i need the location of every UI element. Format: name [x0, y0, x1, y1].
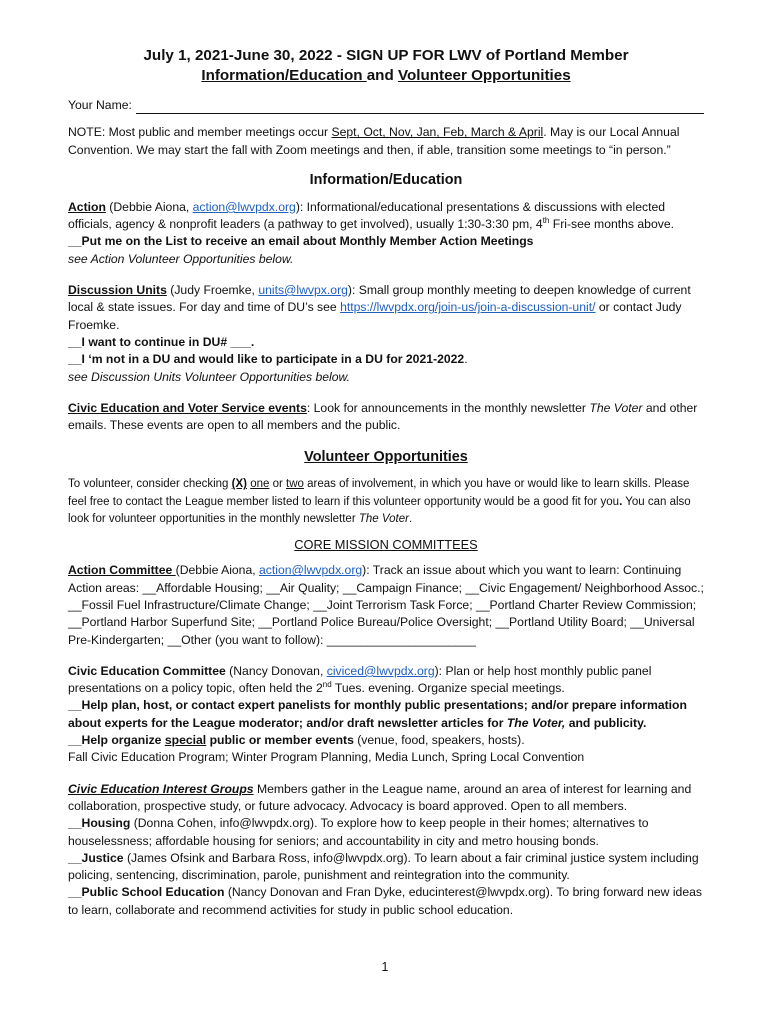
- civic-events-label: Civic Education and Voter Service events: [68, 400, 307, 415]
- volunteer-intro: To volunteer, consider checking (X) one or two areas of involvement, in which you have or would like to learn skills. Please feel free to contact the League member listed to learn if this volunteer opportunity would be a good fit for you. You can also look for volunteer opportunities in the monthly newsletter The Voter.: [68, 478, 691, 526]
- info-education-heading: Information/Education: [309, 171, 463, 188]
- civic-events-description: Civic Education and Voter Service events: Look for announcements in the monthly newsletter The Voter and other emails. These events are open to all members and the public.: [68, 400, 698, 433]
- page-number: 1: [381, 960, 389, 974]
- interest-groups-label: Civic Education Interest Groups: [68, 781, 254, 796]
- discussion-see-below: see Discussion Units Volunteer Opportunities below.: [68, 369, 351, 384]
- title-volunteer: Volunteer Opportunities: [397, 67, 571, 84]
- discussion-email-link[interactable]: units@lwvpx.org: [258, 283, 348, 298]
- action-description: Action (Debbie Aiona, action@lwvpdx.org): Informational/educational presentations & discussions with elected officials, agency & nonprofit leaders (a pathway to get involved), usually 1:30-3:30 pm, 4th Fri-see months above.: [68, 199, 674, 232]
- action-email-link[interactable]: action@lwvpdx.org: [192, 199, 296, 214]
- discussion-description: Discussion Units (Judy Froemke, units@lwvpx.org): Small group monthly meeting to deepen knowledge of current local & state issues. For day and time of DU’s see https://lwvpdx.org/join-us/join-a-discussion-unit/ or contact Judy Froemke.: [68, 283, 691, 332]
- title-line-1: July 1, 2021-June 30, 2022 - SIGN UP FOR LWV of Portland Member: [143, 47, 629, 64]
- action-committee-section: [68, 562, 704, 648]
- your-name-field[interactable]: [136, 99, 704, 114]
- action-committee-email-link[interactable]: action@lwvpdx.org: [259, 563, 363, 578]
- action-signup-option[interactable]: __Put me on the List to receive an email about Monthly Member Action Meetings: [68, 234, 534, 249]
- du-continue-option[interactable]: __I want to continue in DU# ___.: [68, 334, 255, 349]
- civic-committee-description: Civic Education Committee (Nancy Donovan, civiced@lwvpdx.org): Plan or help host monthly public panel presentations on a policy topic, often held the 2nd Tues. evening. Organize special meetings.: [68, 663, 652, 696]
- discussion-label: Discussion Units: [68, 283, 167, 298]
- interest-groups-section: [68, 781, 704, 919]
- discussion-url-link[interactable]: https://lwvpdx.org/join-us/join-a-discussion-unit/: [340, 300, 596, 315]
- action-committee-description: Action Committee (Debbie Aiona, action@lwvpdx.org): Track an issue about which you want to learn: Continuing Action areas: __Affordable Housing; __Air Quality; __Campaign Finance; __Civic Engagement/ Neighborhood Assoc.; __Fossil Fuel Infrastructure/Climate Change; __Joint Terrorism Task Force; __Portland Charter Review Commission; __Portland Harbor Superfund Site; __Portland Police Bureau/Police Oversight; __Portland Utility Board; __Universal Pre-Kindergarten; __Other (you want to follow): ______________________: [68, 563, 704, 647]
- justice-group-option[interactable]: __Justice (James Ofsink and Barbara Ross, info@lwvpdx.org). To learn about a fair criminal justice system including policing, sentencing, discrimination, parole, punishment and reintegration into the community.: [68, 850, 699, 883]
- school-group-option[interactable]: __Public School Education (Nancy Donovan and Fran Dyke, educinterest@lwvpdx.org). To bring forward new ideas to learn, collaborate and recommend activities for study in public school education.: [68, 885, 702, 917]
- civic-programs-list: Fall Civic Education Program; Winter Program Planning, Media Lunch, Spring Local Convention: [68, 750, 585, 765]
- core-mission-heading: CORE MISSION COMMITTEES: [294, 537, 478, 553]
- interest-groups-description: Civic Education Interest Groups Members gather in the League name, around an area of interest for learning and collaboration, prospective study, or future advocacy. Advocacy is board approved. Open to all members.: [68, 781, 692, 813]
- title-info-education: Information/Education: [201, 67, 367, 84]
- civic-help-organize-option[interactable]: __Help organize special public or member events (venue, food, speakers, hosts).: [68, 733, 525, 748]
- action-section: [68, 199, 704, 268]
- note-paragraph: NOTE: Most public and member meetings occur Sept, Oct, Nov, Jan, Feb, March & April. May is our Local Annual Convention. We may start the fall with Zoom meetings and then, if able, transition some meetings to “in person.”: [68, 125, 680, 157]
- civic-committee-label: Civic Education Committee: [68, 663, 226, 678]
- your-name-label: Your Name:: [68, 98, 132, 112]
- civic-events-section: [68, 400, 704, 435]
- action-committee-label: Action Committee: [68, 563, 176, 578]
- civic-committee-section: [68, 663, 704, 767]
- title-line-2: Information/Education and Volunteer Opportunities: [201, 67, 571, 84]
- action-label: Action: [68, 199, 106, 214]
- page-title: [68, 46, 704, 86]
- civic-committee-email-link[interactable]: civiced@lwvpdx.org: [326, 663, 435, 678]
- meeting-months: Sept, Oct, Nov, Jan, Feb, March & April: [331, 125, 544, 140]
- civic-help-plan-option[interactable]: __Help plan, host, or contact expert panelists for monthly public presentations; and/or prepare information about experts for the League moderator; and/or draft newsletter articles for The Voter, and publicity.: [68, 698, 687, 730]
- action-see-below: see Action Volunteer Opportunities below.: [68, 251, 294, 266]
- your-name-row: [68, 97, 704, 114]
- volunteer-heading: Volunteer Opportunities: [304, 449, 468, 466]
- housing-group-option[interactable]: __Housing (Donna Cohen, info@lwvpdx.org). To explore how to keep people in their homes; alternatives to houselessness; affordable housing for seniors; and accountability in city and metro housing bonds.: [68, 816, 649, 848]
- discussion-units-section: [68, 282, 704, 386]
- du-join-option[interactable]: __I ‘m not in a DU and would like to participate in a DU for 2021-2022.: [68, 352, 468, 367]
